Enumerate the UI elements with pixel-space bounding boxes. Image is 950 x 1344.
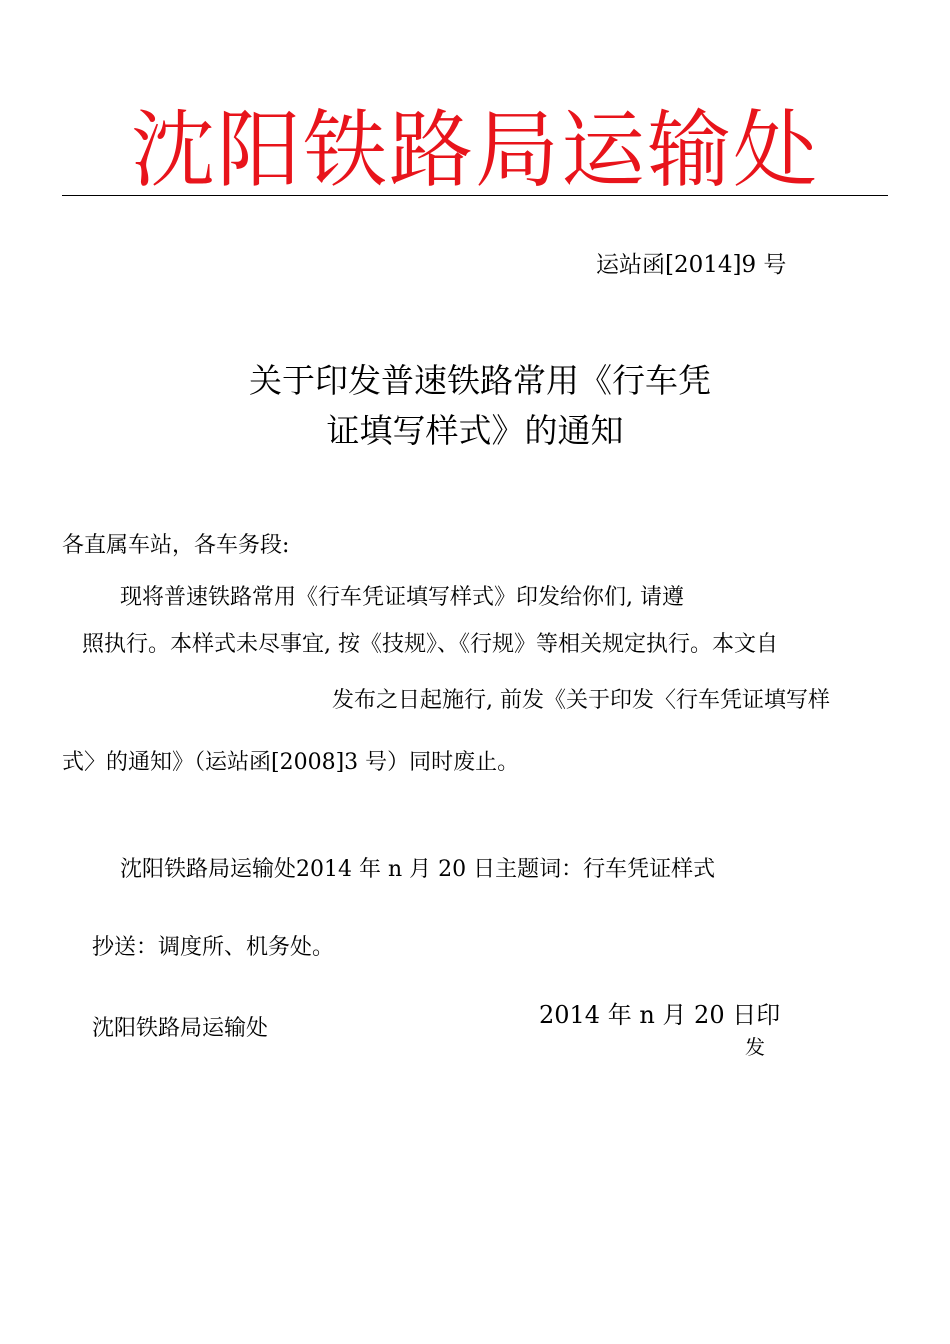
- body-paragraph-line: 照执行。本样式未尽事宜, 按《技规》、《行规》等相关规定执行。本文自: [82, 632, 778, 657]
- document-title-line-1: 关于印发普速铁路常用《行车凭: [249, 361, 711, 400]
- document-title-line-2: 证填写样式》的通知: [326, 411, 624, 450]
- body-paragraph-line: 发布之日起施行, 前发《关于印发〈行车凭证填写样: [332, 688, 830, 713]
- signature-and-keywords-line: 沈阳铁路局运输处2014 年 n 月 20 日主题词：行车凭证样式: [120, 857, 716, 882]
- letterhead-divider: [62, 195, 888, 196]
- footer-print-date: 2014 年 n 月 20 日印: [539, 1001, 781, 1029]
- body-paragraph-line: 式〉的通知》（运站函[2008]3 号）同时废止。: [62, 750, 520, 775]
- salutation: 各直属车站，各车务段:: [62, 533, 290, 558]
- document-number: 运站函[2014]9 号: [596, 252, 787, 278]
- body-paragraph-line: 现将普速铁路常用《行车凭证填写样式》印发给你们, 请遵: [120, 585, 684, 610]
- footer-issuer: 沈阳铁路局运输处: [92, 1016, 269, 1041]
- carbon-copy-line: 抄送：调度所、机务处。: [92, 935, 335, 960]
- footer-print-suffix: 发: [745, 1035, 765, 1059]
- issuer-letterhead-title: 沈阳铁路局运输处: [130, 101, 819, 199]
